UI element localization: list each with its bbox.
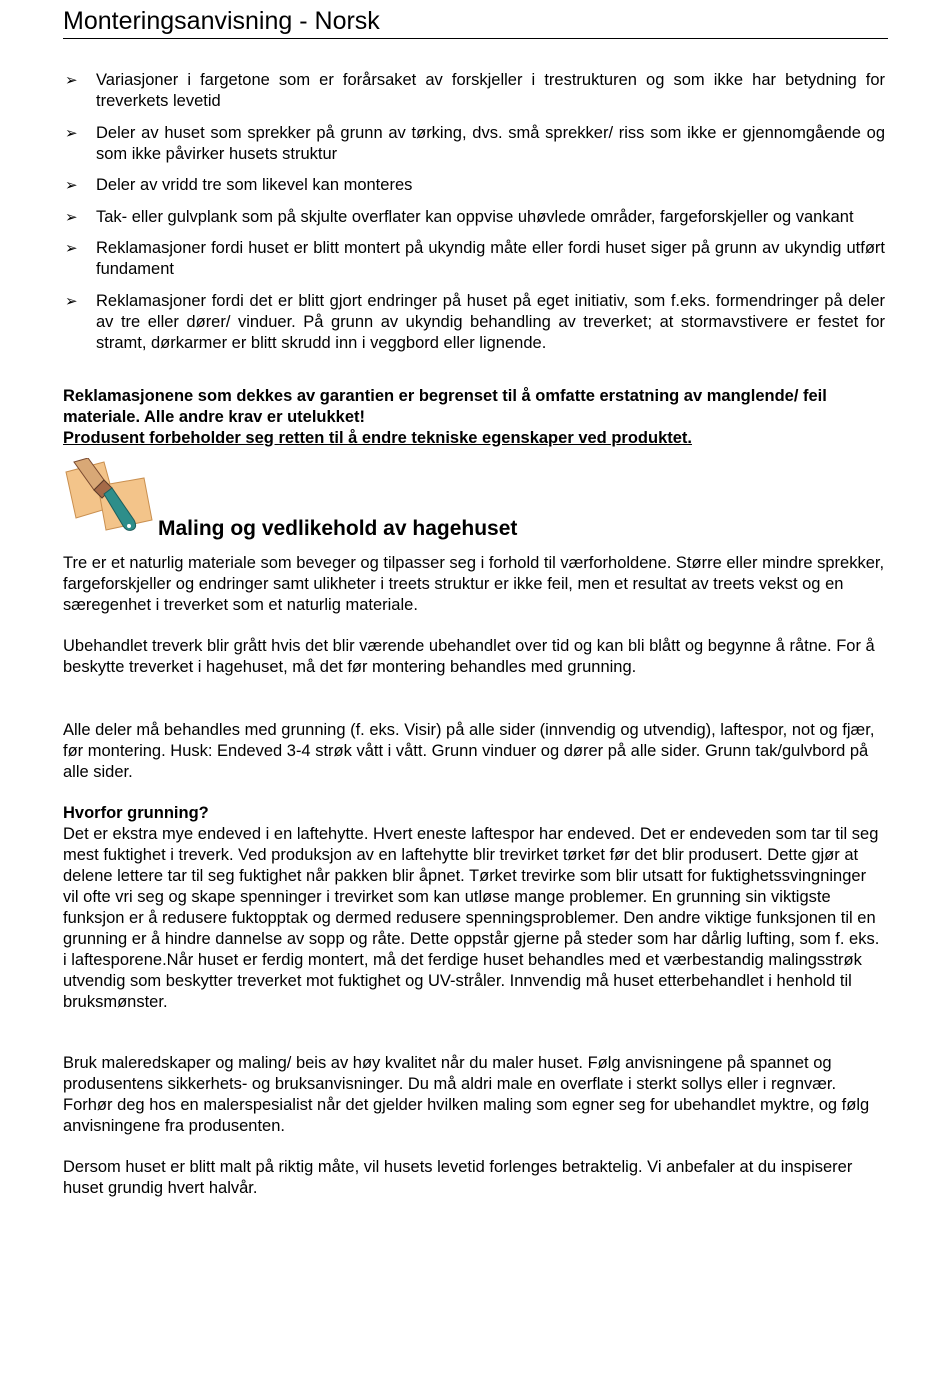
list-item-text: Reklamasjoner fordi huset er blitt montert på ukyndig måte eller fordi huset siger på grunn av ukyndig utført fundament xyxy=(96,239,885,278)
subheading-why-priming: Hvorfor grunning? xyxy=(63,804,209,822)
paragraph-painting-advice: Bruk maleredskaper og maling/ beis av høy kvalitet når du maler huset. Følg anvisningene på spannet og produsentens sikkerhets- og bruksanvisninger. Du må aldri male en overflate i sterkt sollys eller i regnvær. Forhør deg hos en malerspesialist når det gjelder hvilken maling som egner seg for ubehandlet myktre, og følg anvisningene fra produsenten. xyxy=(63,1054,870,1135)
paragraph-closing: Dersom huset er blitt malt på riktig måte, vil husets levetid forlenges betraktelig. Vi anbefaler at du inspiserer huset grundig hvert halvår. xyxy=(63,1158,853,1197)
paragraph-why-priming: Det er ekstra mye endeved i en laftehytte. Hvert eneste laftespor har endeved. Det er endeveden som tar til seg mest fuktighet i treverk. Ved produksjon av en laftehytte blir trevirket tørket før det blir produsert. Dette gjør at delene lettere tar til seg fuktighet når pakken blir åpnet. Tørket trevirke som blir utsatt for fuktighetssvingninger vil ofte vri seg og skape spenninger i trevirket som kan utløse mange problemer. En grunning sin viktigste funksjon er å redusere fuktopptak og dermed redusere spenningsproblemer. Den andre viktige funksjonen til en grunning er å hindre dannelse av sopp og råte. Dette oppstår gjerne på steder som har dårlig lufting, som f. eks. i laftesporene.Når huset er ferdig montert, må det ferdige huset behandles med et værbestandig malingsstrøk utvendig som beskytter treverket mot fuktighet og UV-stråler. Innvendig må huset etterbehandlet i henhold til bruksmønster. xyxy=(63,825,880,1011)
list-item-text: Tak- eller gulvplank som på skjulte overflater kan oppvise uhøvlede områder, fargeforskjeller og vankant xyxy=(96,207,854,226)
exclusions-list xyxy=(63,70,885,364)
page-title: Monteringsanvisning - Norsk xyxy=(63,6,888,39)
arrow-bullet-icon: ➢ xyxy=(65,177,78,194)
list-item xyxy=(63,291,885,354)
list-item-text: Reklamasjoner fordi det er blitt gjort endringer på huset på eget initiativ, som f.eks. formendringer på deler av tre eller dører/ vinduer. På grunn av ukyndig behandling av treverket; at stormavstivere er festet for stramt, dørkarmer er blitt skrudd inn i veggbord eller lignende. xyxy=(96,291,885,352)
arrow-bullet-icon: ➢ xyxy=(65,292,78,310)
why-priming-section xyxy=(63,803,885,1013)
list-item xyxy=(63,175,885,196)
list-item xyxy=(63,207,885,228)
paint-brush-icon xyxy=(60,458,156,540)
section-heading: Maling og vedlikehold av hagehuset xyxy=(158,517,518,540)
list-item-text: Variasjoner i fargetone som er forårsaket av forskjeller i trestrukturen og som ikke har betydning for treverkets levetid xyxy=(96,71,885,110)
paragraph-priming-instructions: Alle deler må behandles med grunning (f. eks. Visir) på alle sider (innvendig og utvendig), laftespor, not og fjær, før montering. Husk: Endeved 3-4 strøk vått i vått. Grunn vinduer og dører på alle sider. Grunn tak/gulvbord på alle sider. xyxy=(63,721,875,781)
list-item-text: Deler av huset som sprekker på grunn av tørking, dvs. små sprekker/ riss som ikke er gjennomgående og som ikke påvirker husets struktur xyxy=(96,123,885,163)
list-item xyxy=(63,70,885,112)
warranty-limitation-text: Reklamasjonene som dekkes av garantien er begrenset til å omfatte erstatning av manglende/ feil materiale. Alle andre krav er utelukket! xyxy=(63,387,827,426)
manufacturer-reservation-text: Produsent forbeholder seg retten til å endre tekniske egenskaper ved produktet. xyxy=(63,429,692,447)
list-item-text: Deler av vridd tre som likevel kan monteres xyxy=(96,176,413,194)
arrow-bullet-icon: ➢ xyxy=(65,124,78,142)
warranty-notice xyxy=(63,386,885,449)
paragraph-natural-material: Tre er et naturlig materiale som beveger og tilpasser seg i forhold til værforholdene. Større eller mindre sprekker, fargeforskjeller og endringer samt ulikheter i treets struktur er ikke feil, men et resultat av treets vekst og en særegenhet i treverket som et naturlig materiale. xyxy=(63,554,885,614)
list-item xyxy=(63,123,885,165)
paragraph-untreated-wood: Ubehandlet treverk blir grått hvis det blir værende ubehandlet over tid og kan bli blått og begynne å råtne. For å beskytte treverket i hagehuset, må det før montering behandles med grunning. xyxy=(63,637,875,676)
list-item xyxy=(63,238,885,280)
arrow-bullet-icon: ➢ xyxy=(65,72,78,89)
arrow-bullet-icon: ➢ xyxy=(65,240,78,257)
arrow-bullet-icon: ➢ xyxy=(65,208,78,226)
